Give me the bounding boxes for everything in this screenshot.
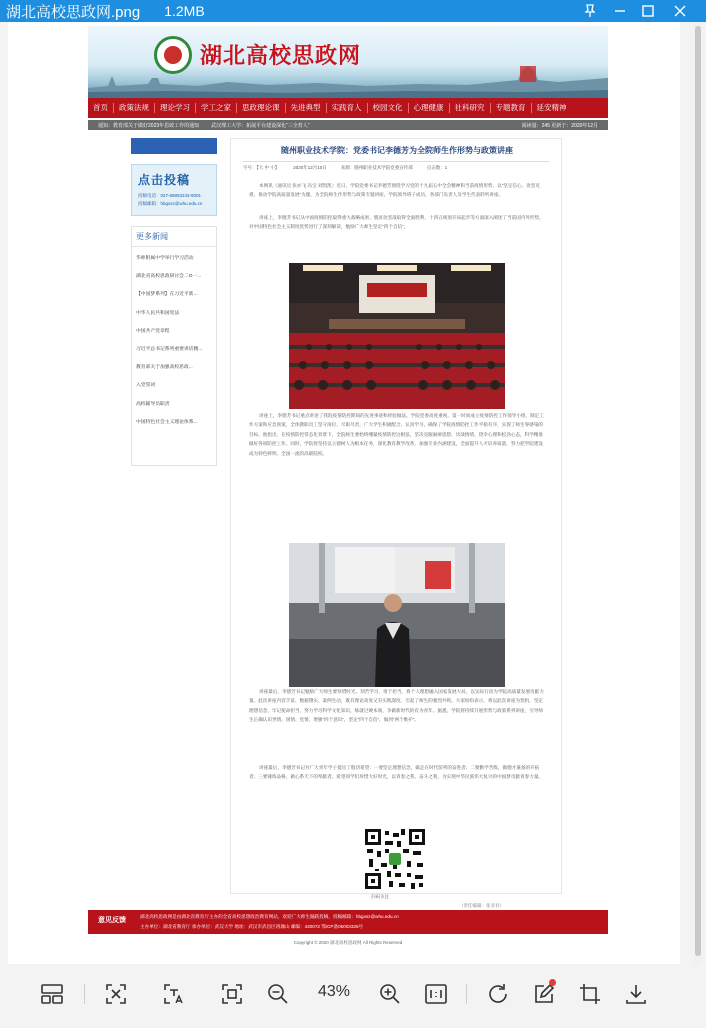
more-news-title: 更多新闻 [132,227,216,247]
nav-item: 延安精神 [536,103,567,112]
nav-item: 校园文化 [368,103,409,113]
nav-item: 先进典型 [286,103,327,113]
list-item: 湖北省高校思政研讨会二O一... [136,274,202,280]
submit-article-box [131,164,217,216]
toolbar-divider [84,984,85,1004]
nav-item: 政策法规 [114,103,155,113]
submit-title: 点击投稿 [138,173,191,187]
nav-item: 理论学习 [155,103,196,113]
list-item: 入党誓词 [136,383,156,389]
nav-item: 首页 [88,103,114,113]
news-ticker [88,120,608,130]
fit-window-icon[interactable] [102,980,130,1008]
nav-item: 学工之家 [196,103,237,113]
speaker-photo [289,543,505,687]
article-title: 随州职业技术学院：党委书记李德芳为全院师生作形势与政策讲座 [281,146,513,155]
minimize-icon[interactable] [606,0,634,22]
image-canvas[interactable] [8,22,680,964]
title-bar [0,0,706,22]
actual-fit-icon[interactable] [218,980,246,1008]
scrollbar-thumb[interactable] [695,26,701,956]
meta-date: 2020年12月10日 [293,165,327,170]
nav-item: 实践育人 [327,103,368,113]
copyright: Copyright © 2020 湖北高校思政网 All Rights Reserved [293,940,403,945]
meta-source: 来源：随州职业技术学院党委宣传部 [340,165,413,170]
file-size: 1.2MB [164,3,205,19]
zoom-level[interactable]: 43% [317,983,351,1000]
site-name: 湖北高校思政网 [200,43,362,69]
footer-line: 湖北高校思政网是由湖北省教育厅主办的全省高校思想政治教育网站，欢迎广大师生踊跃投稿，投稿邮箱：hbgxsz@whu.edu.cn [140,914,399,919]
crop-icon[interactable] [576,980,604,1008]
site-footer [88,910,608,934]
ticker-item: 阅读量：245 更新于：2020年12月 [521,122,598,129]
nav-item: 思政理论课 [237,103,286,113]
article-paragraph: 讲座上，李德芳书记从中国疫情防控取得重大战略成果、脱贫攻坚战取得全面胜利、十四五规划开局起步等方面深入阐述了当前国内外形势，对中国特色社会主义制度优势进行了深刻解读，勉励广大师生坚定“四个自信”。 [249,215,544,230]
article-paragraph: 讲座上，李德芳书记重点讲述了我院疫情防控期间的先进事迹和经验做法。学院党委高度重视，第一时间成立疫情防控工作领导小组，制定工作方案和应急预案，全体教职员工坚守岗位、尽职尽责，广大学生积极配合、认真学习，确保了学院疫情防控工作平稳有序，实现了师生零感染的目标。他指出，在疫情防控常态化背景下，全院师生要始终绷紧疫情防控这根弦，坚决克服麻痹思想、厌战情绪、侥幸心理和松劲心态，科学精准做好各项防控工作。同时，学院将坚持以立德树人为根本任务，深化教育教学改革，加强专业内涵建设，全面提升人才培养质量，努力把学院建设成为特色鲜明、全国一流的高职院校。 [249,413,544,456]
pin-icon[interactable] [576,0,604,22]
footer-line: 主办单位：湖北省教育厅 承办单位：武汉大学 地址：武汉市武昌区珞珈山 邮编：430072 鄂ICP备05003325号 [140,924,364,929]
submit-phone: 投稿电话：027-68893243-8001 [138,193,202,198]
list-item: 华师附属中学举行学习活动 [136,256,194,261]
viewer-toolbar [0,964,706,1028]
site-banner [88,26,608,98]
article-paragraph: 讲座最后，李德芳书记对广大青年学子提出了殷切希望：一要坚定理想信念，做走在时代前列的奋进者；二要勤学苦练，做德才兼备的开拓者；三要锤炼品格，做心系天下的奉献者。希望同学们珍惜大好时光，以青春之我，奋斗之我，为实现中华民族伟大复兴的中国梦贡献青春力量。 [249,765,544,780]
site-logo-icon [154,36,192,74]
feedback-label: 意见反馈 [98,917,126,924]
site-nav [88,98,608,118]
nav-item: 心理健康 [409,103,450,113]
file-name: 湖北高校思政网.png [6,3,141,21]
article-editor: （责任编辑：张亚君） [459,903,504,908]
meta-font-size: 字号：【大 中 小】 [243,165,280,170]
qr-code [363,827,427,891]
ocr-translate-icon[interactable] [160,980,188,1008]
article-panel [230,138,562,908]
article-paragraph: 讲座最后，李德芳书记勉励广大师生要珍惜时光、刻苦学习、勇于担当，将个人理想融入国家发展大局，以实际行动为学院高质量发展贡献力量。此次讲座内容丰富、数据翔实、案例生动，既有理论高度又有实践深度，引起了师生的强烈共鸣。大家纷纷表示，将以此次讲座为契机，坚定理想信念，牢记使命担当，努力学习科学文化知识，练就过硬本领，争做新时代的有为青年。据悉，学院将持续开展形势与政策系列讲座，引导师生正确认识世情、国情、党情，增强“四个意识”，坚定“四个自信”，做到“两个维护”。 [249,689,544,723]
nav-item: 专题教育 [491,103,532,113]
layout-icon[interactable] [38,980,66,1008]
vertical-scrollbar[interactable] [694,22,702,964]
more-news-box [131,226,217,466]
meta-clicks: 点击数：1 [426,165,448,170]
qr-label: 扫码关注 [371,894,389,899]
article-paragraph: 本网讯（通讯员 张亦飞 冯宝 刘凯凯）近日，学院党委书记李德芳围绕学习党的十九届五中全会精神和当前疫情形势，以“坚定信心、攻坚克难，推动学院高质量发展”为题，为全院师生作形势与政策专题讲座。学院领导班子成员、各部门负责人及学生代表聆听讲座。 [249,183,540,198]
ticker-item: 通知：教育部关于做好2023年思政工作的通知 [98,122,200,129]
list-item: 教育部关于加强高校思政... [136,365,193,371]
nav-item: 社科研究 [450,103,491,113]
list-item: 高校辅导员职责 [136,401,170,407]
list-item: 中国共产党章程 [136,328,170,334]
toolbar-divider [466,984,467,1004]
zoom-in-icon[interactable] [376,980,404,1008]
rotate-icon[interactable] [484,980,512,1008]
lecture-hall-photo [289,263,505,409]
close-icon[interactable] [666,0,694,22]
notification-dot [549,979,556,986]
maximize-icon[interactable] [634,0,662,22]
article-meta [243,161,549,171]
list-item: 中华人民共和国宪法 [136,310,180,316]
list-item: 中国特色社会主义理论体系... [136,419,198,425]
webpage-screenshot [88,22,608,962]
ticker-item: 武汉理工大学：拓展平台建设深化“三全育人” [211,122,310,129]
list-item: 【中国梦系列】在习近平新... [136,292,198,298]
download-icon[interactable] [622,980,650,1008]
one-to-one-icon[interactable] [422,980,450,1008]
submit-email: 投稿邮箱：hbgxsz@whu.edu.cn [138,201,203,206]
sidebar-blue-banner [131,138,217,154]
list-item: 习近平总书记系列重要讲话精... [136,346,203,352]
zoom-out-icon[interactable] [264,980,292,1008]
